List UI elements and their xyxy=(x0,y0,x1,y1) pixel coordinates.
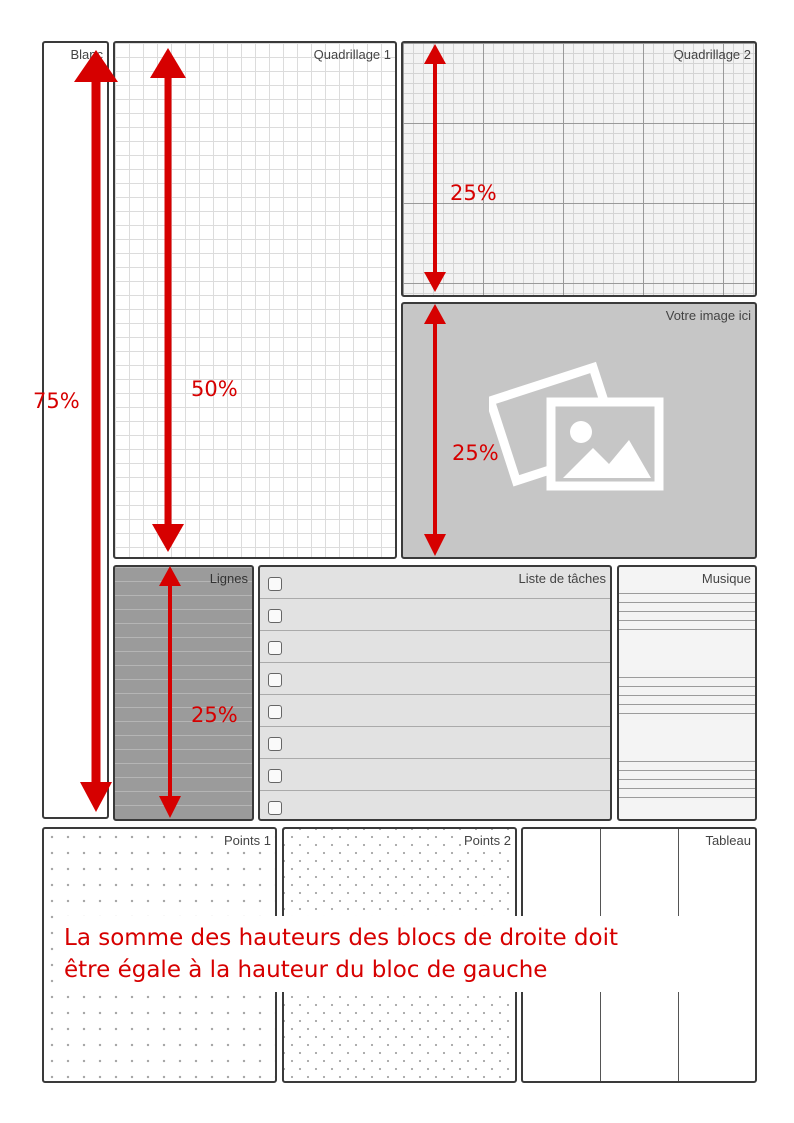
arrow-icon xyxy=(150,48,186,552)
blanc-label: Blanc xyxy=(70,47,103,62)
pct-25-image-label: 25% xyxy=(452,441,499,465)
pct-75-label: 75% xyxy=(33,389,80,413)
points2-label: Points 2 xyxy=(464,833,511,848)
pct-50-label: 50% xyxy=(191,377,238,401)
note-line-1: La somme des hauteurs des blocs de droite doit xyxy=(64,925,619,951)
liste-taches-label: Liste de tâches xyxy=(518,571,606,586)
image-block-label: Votre image ici xyxy=(665,308,751,323)
arrow-icon xyxy=(159,566,181,818)
lignes-label: Lignes xyxy=(209,571,248,586)
quadrillage2-label: Quadrillage 2 xyxy=(673,47,751,62)
arrow-icon xyxy=(74,50,118,812)
arrow-icon xyxy=(424,304,446,556)
pct-25-top-label: 25% xyxy=(450,181,497,205)
pct-25-lignes-label: 25% xyxy=(191,703,238,727)
tableau-label: Tableau xyxy=(705,833,751,848)
points1-label: Points 1 xyxy=(224,833,271,848)
note-line-2: être égale à la hauteur du bloc de gauche xyxy=(64,957,548,983)
arrow-icon xyxy=(424,44,446,292)
musique-label: Musique xyxy=(701,571,751,586)
quadrillage1-label: Quadrillage 1 xyxy=(313,47,391,62)
note-text xyxy=(64,922,618,986)
